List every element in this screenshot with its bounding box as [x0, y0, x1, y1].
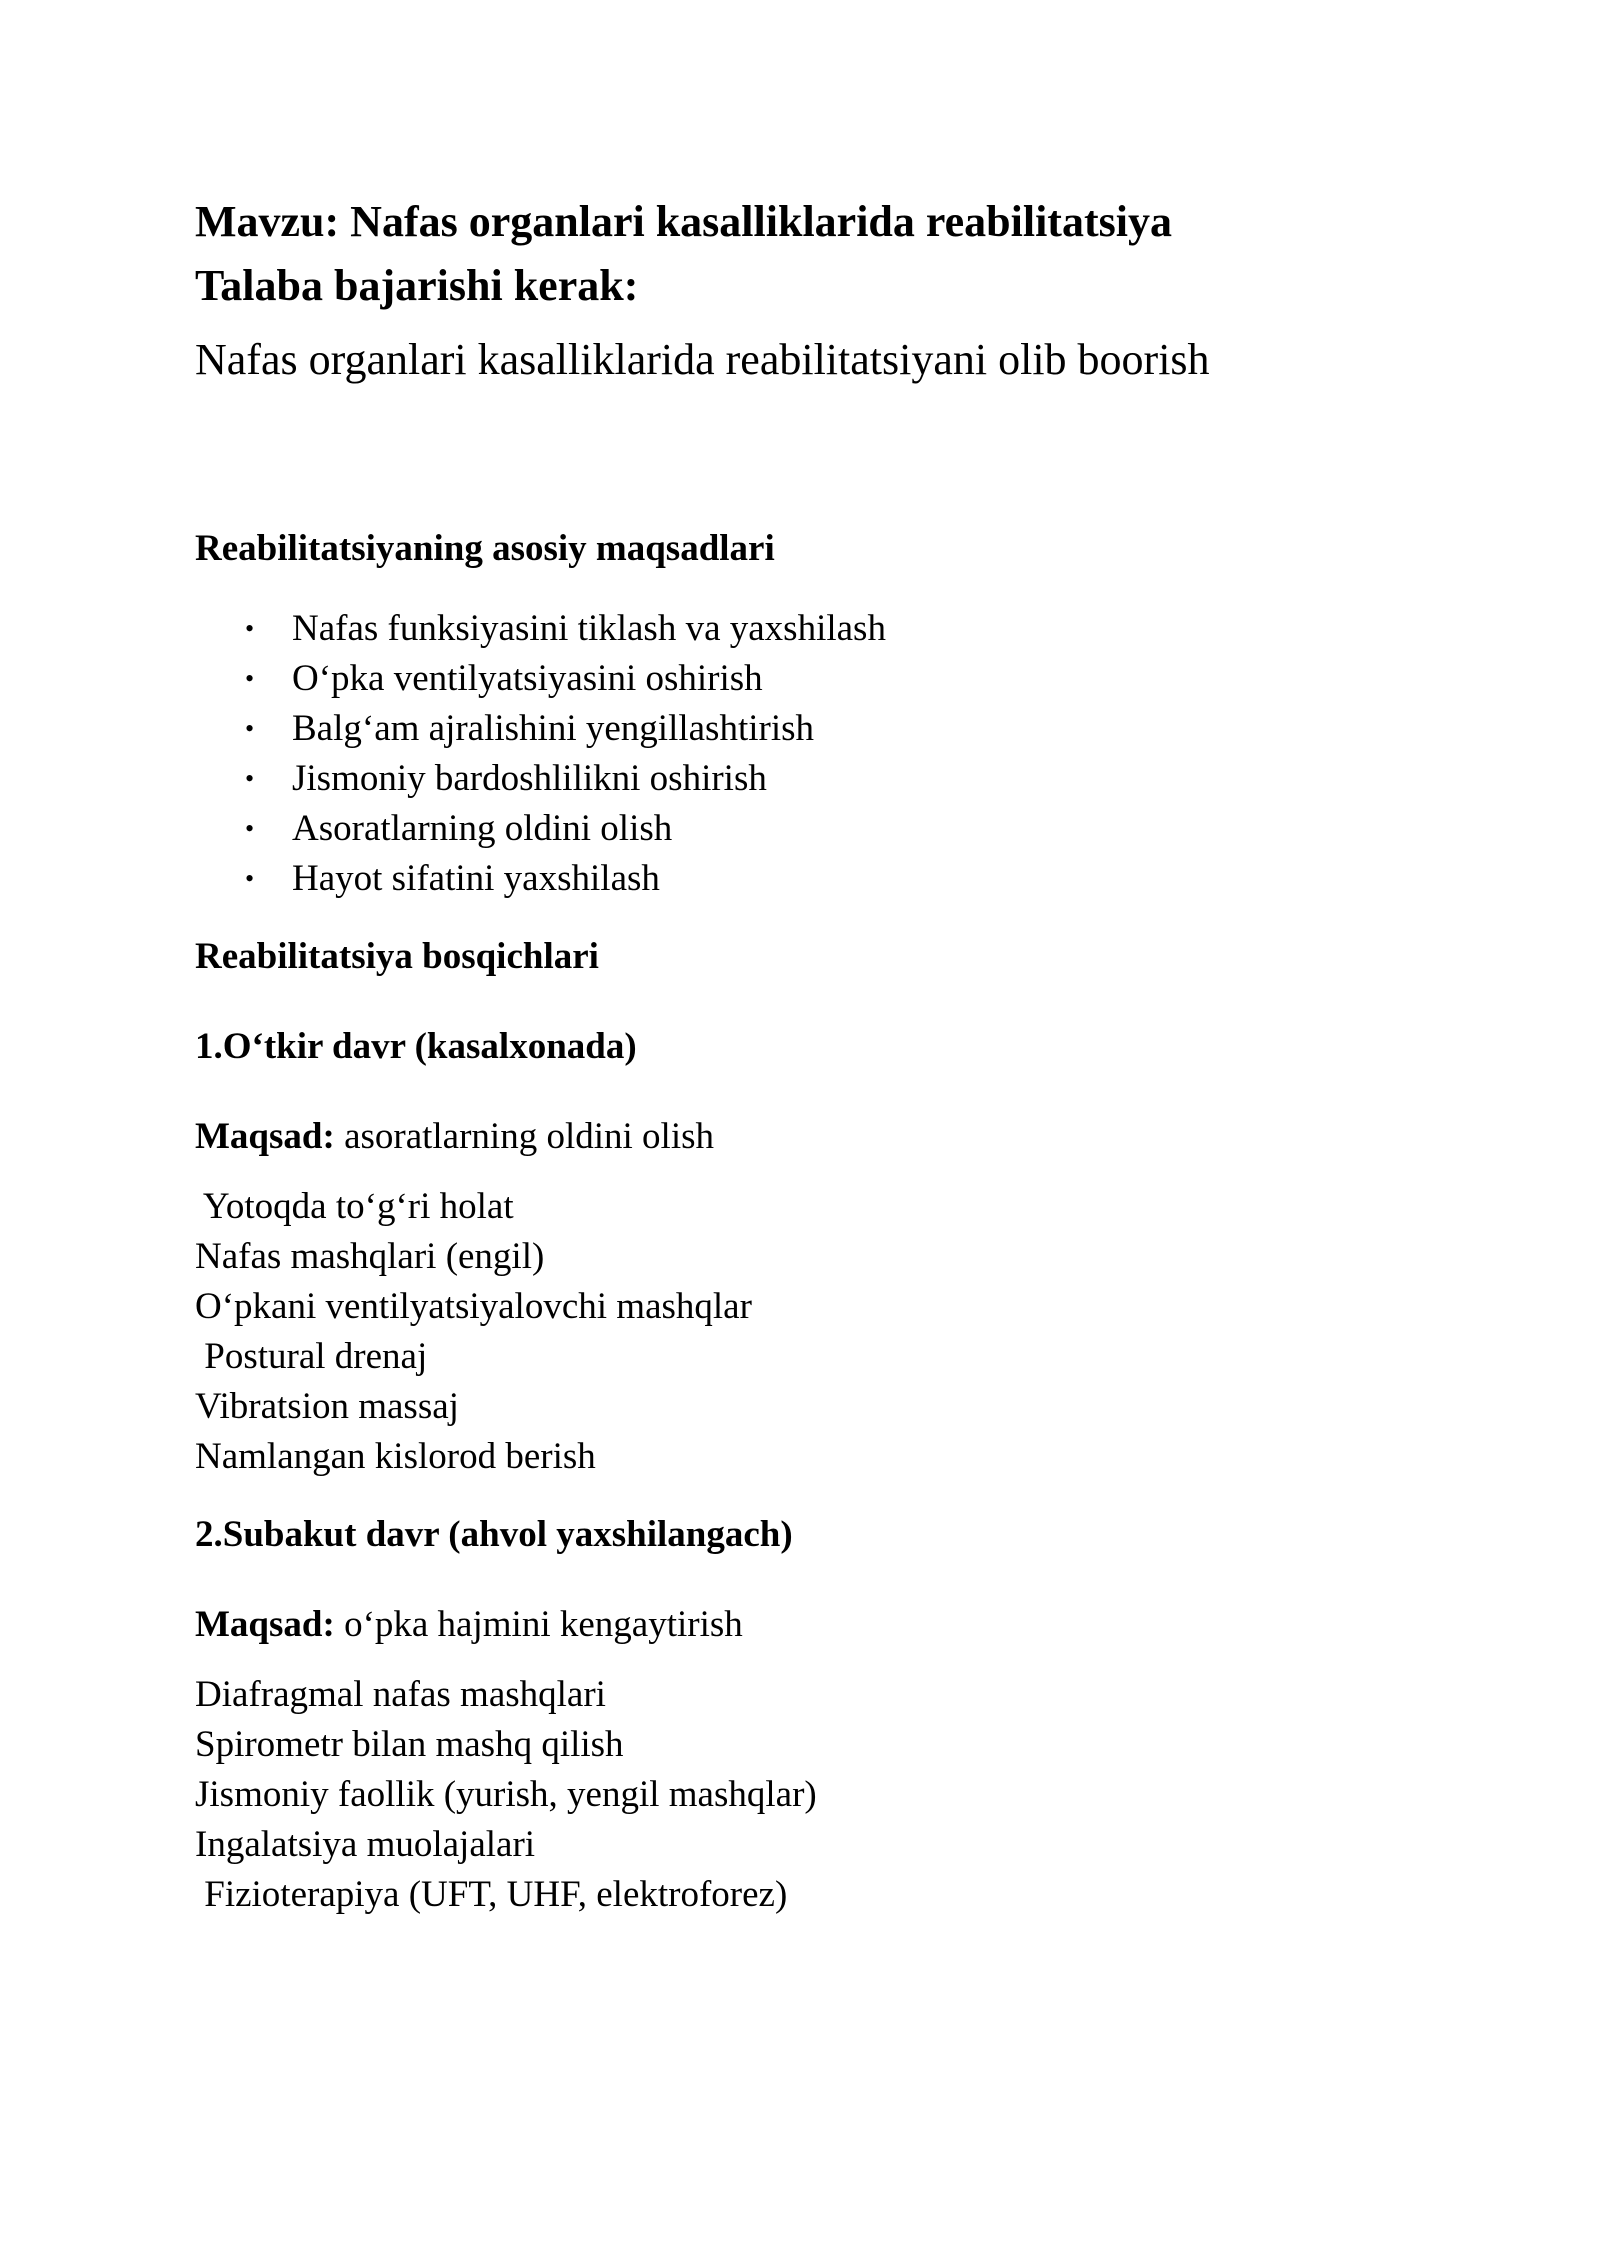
bullet-icon: •	[245, 664, 255, 693]
list-item-text: Hayot sifatini yaxshilash	[292, 858, 660, 899]
bullet-icon: •	[245, 614, 255, 643]
bullet-icon: •	[245, 814, 255, 843]
list-item-text: Jismoniy bardoshlilikni oshirish	[292, 758, 767, 799]
stage2-goal-label: Maqsad:	[195, 1604, 335, 1645]
list-item: Namlangan kislorod berish	[195, 1436, 596, 1477]
list-item: Ingalatsiya muolajalari	[195, 1824, 536, 1865]
list-item: Nafas mashqlari (engil)	[195, 1236, 545, 1277]
stage2-title: 2.Subakut davr (ahvol yaxshilangach)	[195, 1514, 793, 1555]
list-item	[195, 804, 1445, 854]
list-item	[195, 654, 1445, 704]
list-item-text: Balg‘am ajralishini yengillashtirish	[292, 708, 815, 749]
list-item	[195, 704, 1445, 754]
list-item: O‘pkani ventilyatsiyalovchi mashqlar	[195, 1286, 752, 1327]
stage1-goal	[195, 1112, 1445, 1162]
list-item: Yotoqda to‘g‘ri holat	[195, 1186, 514, 1227]
list-item: Jismoniy faollik (yurish, yengil mashqlar)	[195, 1774, 817, 1815]
task-heading: Talaba bajarishi kerak:	[195, 261, 639, 310]
stage1-goal-text: asoratlarning oldini olish	[334, 1116, 715, 1157]
list-item	[195, 604, 1445, 654]
list-item	[195, 754, 1445, 804]
goals-list	[195, 604, 1445, 904]
stage1-list	[195, 1182, 1445, 1482]
topic-title: Mavzu: Nafas organlari kasalliklarida reabilitatsiya	[195, 197, 1172, 246]
bullet-icon: •	[245, 864, 255, 893]
list-item: Diafragmal nafas mashqlari	[195, 1674, 606, 1715]
list-item: Postural drenaj	[195, 1336, 428, 1377]
list-item: Fizioterapiya (UFT, UHF, elektroforez)	[195, 1874, 788, 1915]
bullet-icon: •	[245, 764, 255, 793]
stage1-goal-label: Maqsad:	[195, 1116, 335, 1157]
list-item: Vibratsion massaj	[195, 1386, 459, 1427]
bullet-icon: •	[245, 714, 255, 743]
stage2-goal	[195, 1600, 1445, 1650]
stage2-goal-text: o‘pka hajmini kengaytirish	[334, 1604, 743, 1645]
stage2-list	[195, 1670, 1445, 1920]
task-text: Nafas organlari kasalliklarida reabilitatsiyani olib boorish	[195, 335, 1210, 384]
stages-heading: Reabilitatsiya bosqichlari	[195, 936, 599, 977]
list-item-text: O‘pka ventilyatsiyasini oshirish	[292, 658, 763, 699]
list-item: Spirometr bilan mashq qilish	[195, 1724, 624, 1765]
stage1-title: 1.O‘tkir davr (kasalxonada)	[195, 1026, 637, 1067]
goals-heading: Reabilitatsiyaning asosiy maqsadlari	[195, 528, 775, 569]
list-item-text: Asoratlarning oldini olish	[292, 808, 673, 849]
list-item-text: Nafas funksiyasini tiklash va yaxshilash	[292, 608, 886, 649]
list-item	[195, 854, 1445, 904]
document-content	[195, 190, 1445, 1920]
